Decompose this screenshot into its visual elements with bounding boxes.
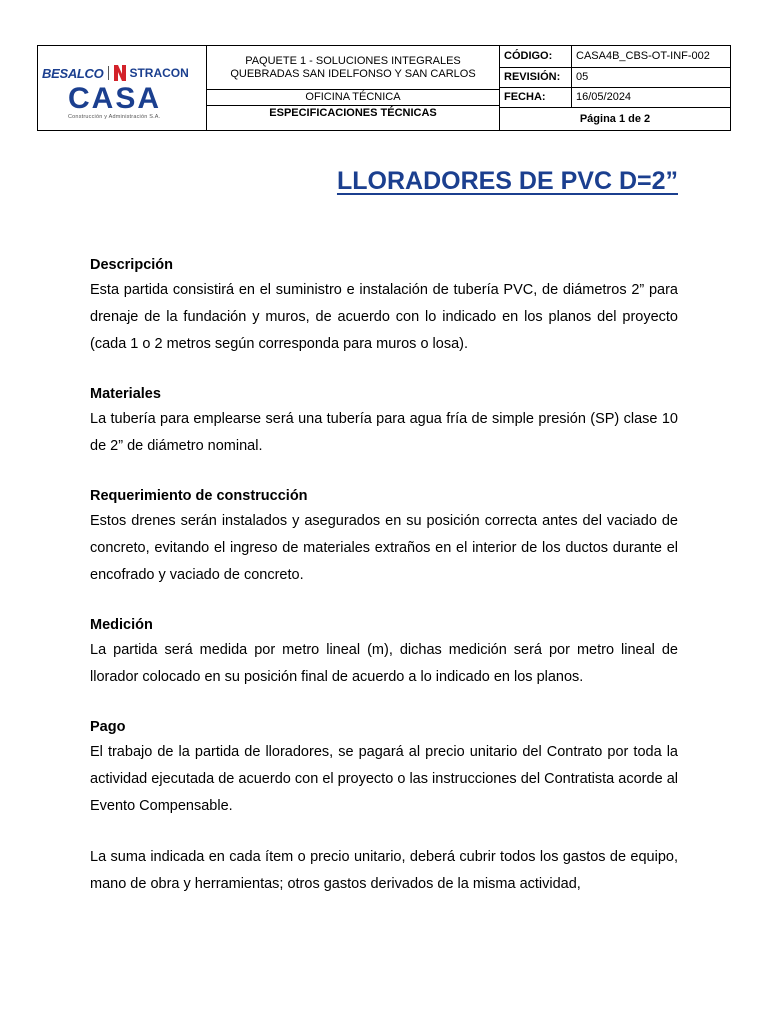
revision-value: 05	[572, 68, 730, 88]
office-name: OFICINA TÉCNICA	[207, 90, 500, 106]
section-heading-materiales: Materiales	[90, 386, 161, 402]
section-paragraph: La suma indicada en cada ítem o precio unitario, deberá cubrir todos los gastos de equipo, mano de obra y herramientas; otros gastos derivados de la misma actividad,	[90, 849, 678, 892]
logo-divider	[108, 66, 109, 80]
partner-logos	[42, 62, 202, 84]
fecha-value: 16/05/2024	[572, 88, 730, 108]
revision-label: REVISIÓN:	[500, 68, 572, 88]
project-line-2: QUEBRADAS SAN IDELFONSO Y SAN CARLOS	[230, 67, 476, 80]
fecha-label: FECHA:	[500, 88, 572, 108]
project-name	[207, 46, 500, 90]
casa-logo: CASA	[68, 82, 162, 115]
codigo-label: CÓDIGO:	[500, 46, 572, 68]
codigo-value: CASA4B_CBS-OT-INF-002	[572, 46, 730, 68]
section-paragraph: Estos drenes serán instalados y asegurados en su posición correcta antes del vaciado de concreto, evitando el ingreso de materiales extraños en el interior de los ductos durante el encofrado y vaciado de concreto.	[90, 513, 678, 583]
section-heading-pago: Pago	[90, 719, 126, 735]
document-header	[37, 45, 731, 131]
section-heading-descripcion: Descripción	[90, 257, 173, 273]
section-heading-medicion: Medición	[90, 617, 153, 633]
section-heading-requerimiento: Requerimiento de construcción	[90, 488, 308, 504]
document-title: LLORADORES DE PVC D=2”	[336, 167, 678, 195]
casa-logo-subtitle: Construcción y Administración S.A.	[68, 114, 161, 120]
page-number: Página 1 de 2	[579, 112, 651, 125]
section-paragraph: La tubería para emplearse será una tubería para agua fría de simple presión (SP) clase 10 de 2” de diámetro nominal.	[90, 411, 678, 454]
document-body	[90, 253, 678, 898]
section-paragraph: La partida será medida por metro lineal (m), dichas medición será por metro lineal de llorador colocado en su posición final de acuerdo a lo indicado en los planos.	[90, 642, 678, 685]
spec-label: ESPECIFICACIONES TÉCNICAS	[207, 106, 500, 130]
stracon-mark-icon	[114, 65, 126, 81]
section-paragraph: Esta partida consistirá en el suministro e instalación de tubería PVC, de diámetros 2” para drenaje de la fundación y muros, de acuerdo con lo indicado en los planos del proyecto (cada 1 o 2 metros según corresponda para muros o losa).	[90, 282, 678, 352]
project-line-1: PAQUETE 1 - SOLUCIONES INTEGRALES	[245, 54, 461, 67]
logo-area	[38, 46, 207, 130]
besalco-logo: BESALCO	[42, 65, 104, 81]
section-paragraph: El trabajo de la partida de lloradores, se pagará al precio unitario del Contrato por toda la actividad ejecutada de acuerdo con el proyecto o las instrucciones del Contratista acorde al Evento Compensable.	[90, 744, 678, 814]
stracon-logo: STRACON	[129, 66, 189, 80]
